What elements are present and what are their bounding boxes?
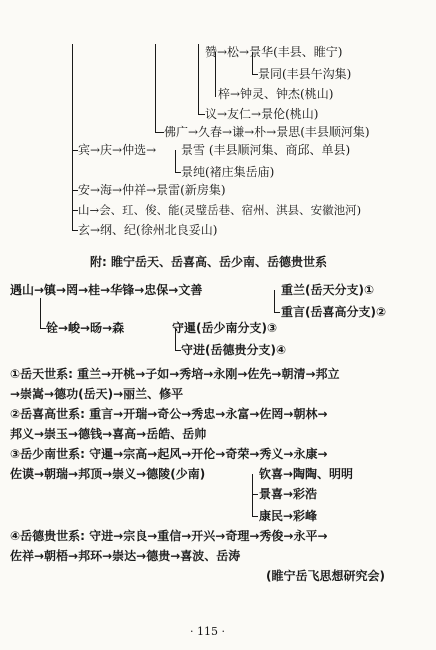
tree-line: [198, 44, 199, 114]
lineage-4-line1: ④岳德贵世系: 守进→宗良→重信→开兴→奇理→秀俊→永平→: [10, 529, 328, 543]
tree-node: 景雪 (丰县顺河集、商邱、单县): [181, 143, 351, 157]
tree-node: 景同(丰县午沟集): [258, 67, 352, 81]
tree-line: [198, 114, 205, 115]
lineage-3-branch-kangmin: 康民→彩峰: [259, 509, 318, 523]
tree-node: 山→会、玒、俊、能(灵璧岳巷、宿州、淇县、安徽池河): [78, 203, 362, 217]
tree-line: [274, 290, 275, 312]
tree-node: 安→海→仲祥→景雷(新房集): [78, 183, 226, 197]
tree-line: [155, 132, 164, 133]
source-note: (睢宁岳飞思想研究会): [266, 569, 385, 583]
tree-line: [40, 298, 41, 328]
lineage-main: 遇山→镇→罔→桂→华锋→忠保→文善: [10, 283, 203, 297]
branch-chong-lan: 重兰(岳天分支)①: [281, 283, 375, 297]
branch-shou-xian: 守暹(岳少南分支)③: [172, 321, 278, 335]
lineage-3-branch-qinxi: 钦喜→陶陶、明明: [259, 467, 354, 481]
tree-node: 佛广→久春→谦→朴→景思(丰县顺河集): [164, 125, 370, 139]
lineage-1-line1: ①岳天世系: 重兰→开桃→子如→秀培→永刚→佐先→朝清→邦立: [10, 367, 340, 381]
tree-node: 玄→纲、纪(徐州北良妥山): [78, 223, 218, 237]
tree-node: 宾→庆→仲选→: [78, 143, 157, 157]
tree-node: 梓→钟灵、钟杰(桃山): [218, 87, 334, 101]
tree-node: 景纯(褚庄集岳庙): [181, 165, 275, 179]
lineage-1-line2: →崇嵩→德功(岳天)→丽兰、修平: [10, 387, 184, 401]
lineage-2-line2: 邦义→崇玉→德钱→喜高→岳皓、岳帅: [10, 427, 207, 441]
tree-line: [252, 494, 258, 495]
tree-line: [155, 44, 156, 132]
tree-line: [252, 516, 258, 517]
tree-line: [252, 474, 253, 516]
tree-node: 议→友仁→景伦(桃山): [205, 107, 319, 121]
lineage-2-line1: ②岳喜高世系: 重言→开瑞→奇公→秀忠→永富→佐罔→朝林→: [10, 407, 328, 421]
tree-node: 赞→松→景华(丰县、睢宁): [205, 45, 343, 59]
tree-line: [72, 44, 73, 230]
branch-shou-jin: 守进(岳德贵分支)④: [181, 343, 287, 357]
page-number: · 115 ·: [190, 625, 225, 638]
tree-line: [274, 312, 280, 313]
lineage-3-branch-jingxi: 景喜→彩浩: [259, 487, 318, 501]
lineage-3-line2: 佐谟→朝瑞→邦顶→崇义→德陵(少南): [10, 467, 206, 481]
appendix-title: 附: 睢宁岳天、岳喜高、岳少南、岳德贵世系: [90, 255, 327, 269]
lineage-3-line1: ③岳少南世系: 守暹→宗高→起风→开伦→奇荣→秀义→永康→: [10, 447, 328, 461]
lineage-quan: 铨→峻→旸→森: [46, 321, 125, 335]
lineage-4-line2: 佐祥→朝梧→邦环→崇达→德贵→喜波、岳涛: [10, 549, 241, 563]
branch-chong-yan: 重言(岳喜高分支)②: [281, 305, 387, 319]
tree-line: [175, 150, 176, 172]
